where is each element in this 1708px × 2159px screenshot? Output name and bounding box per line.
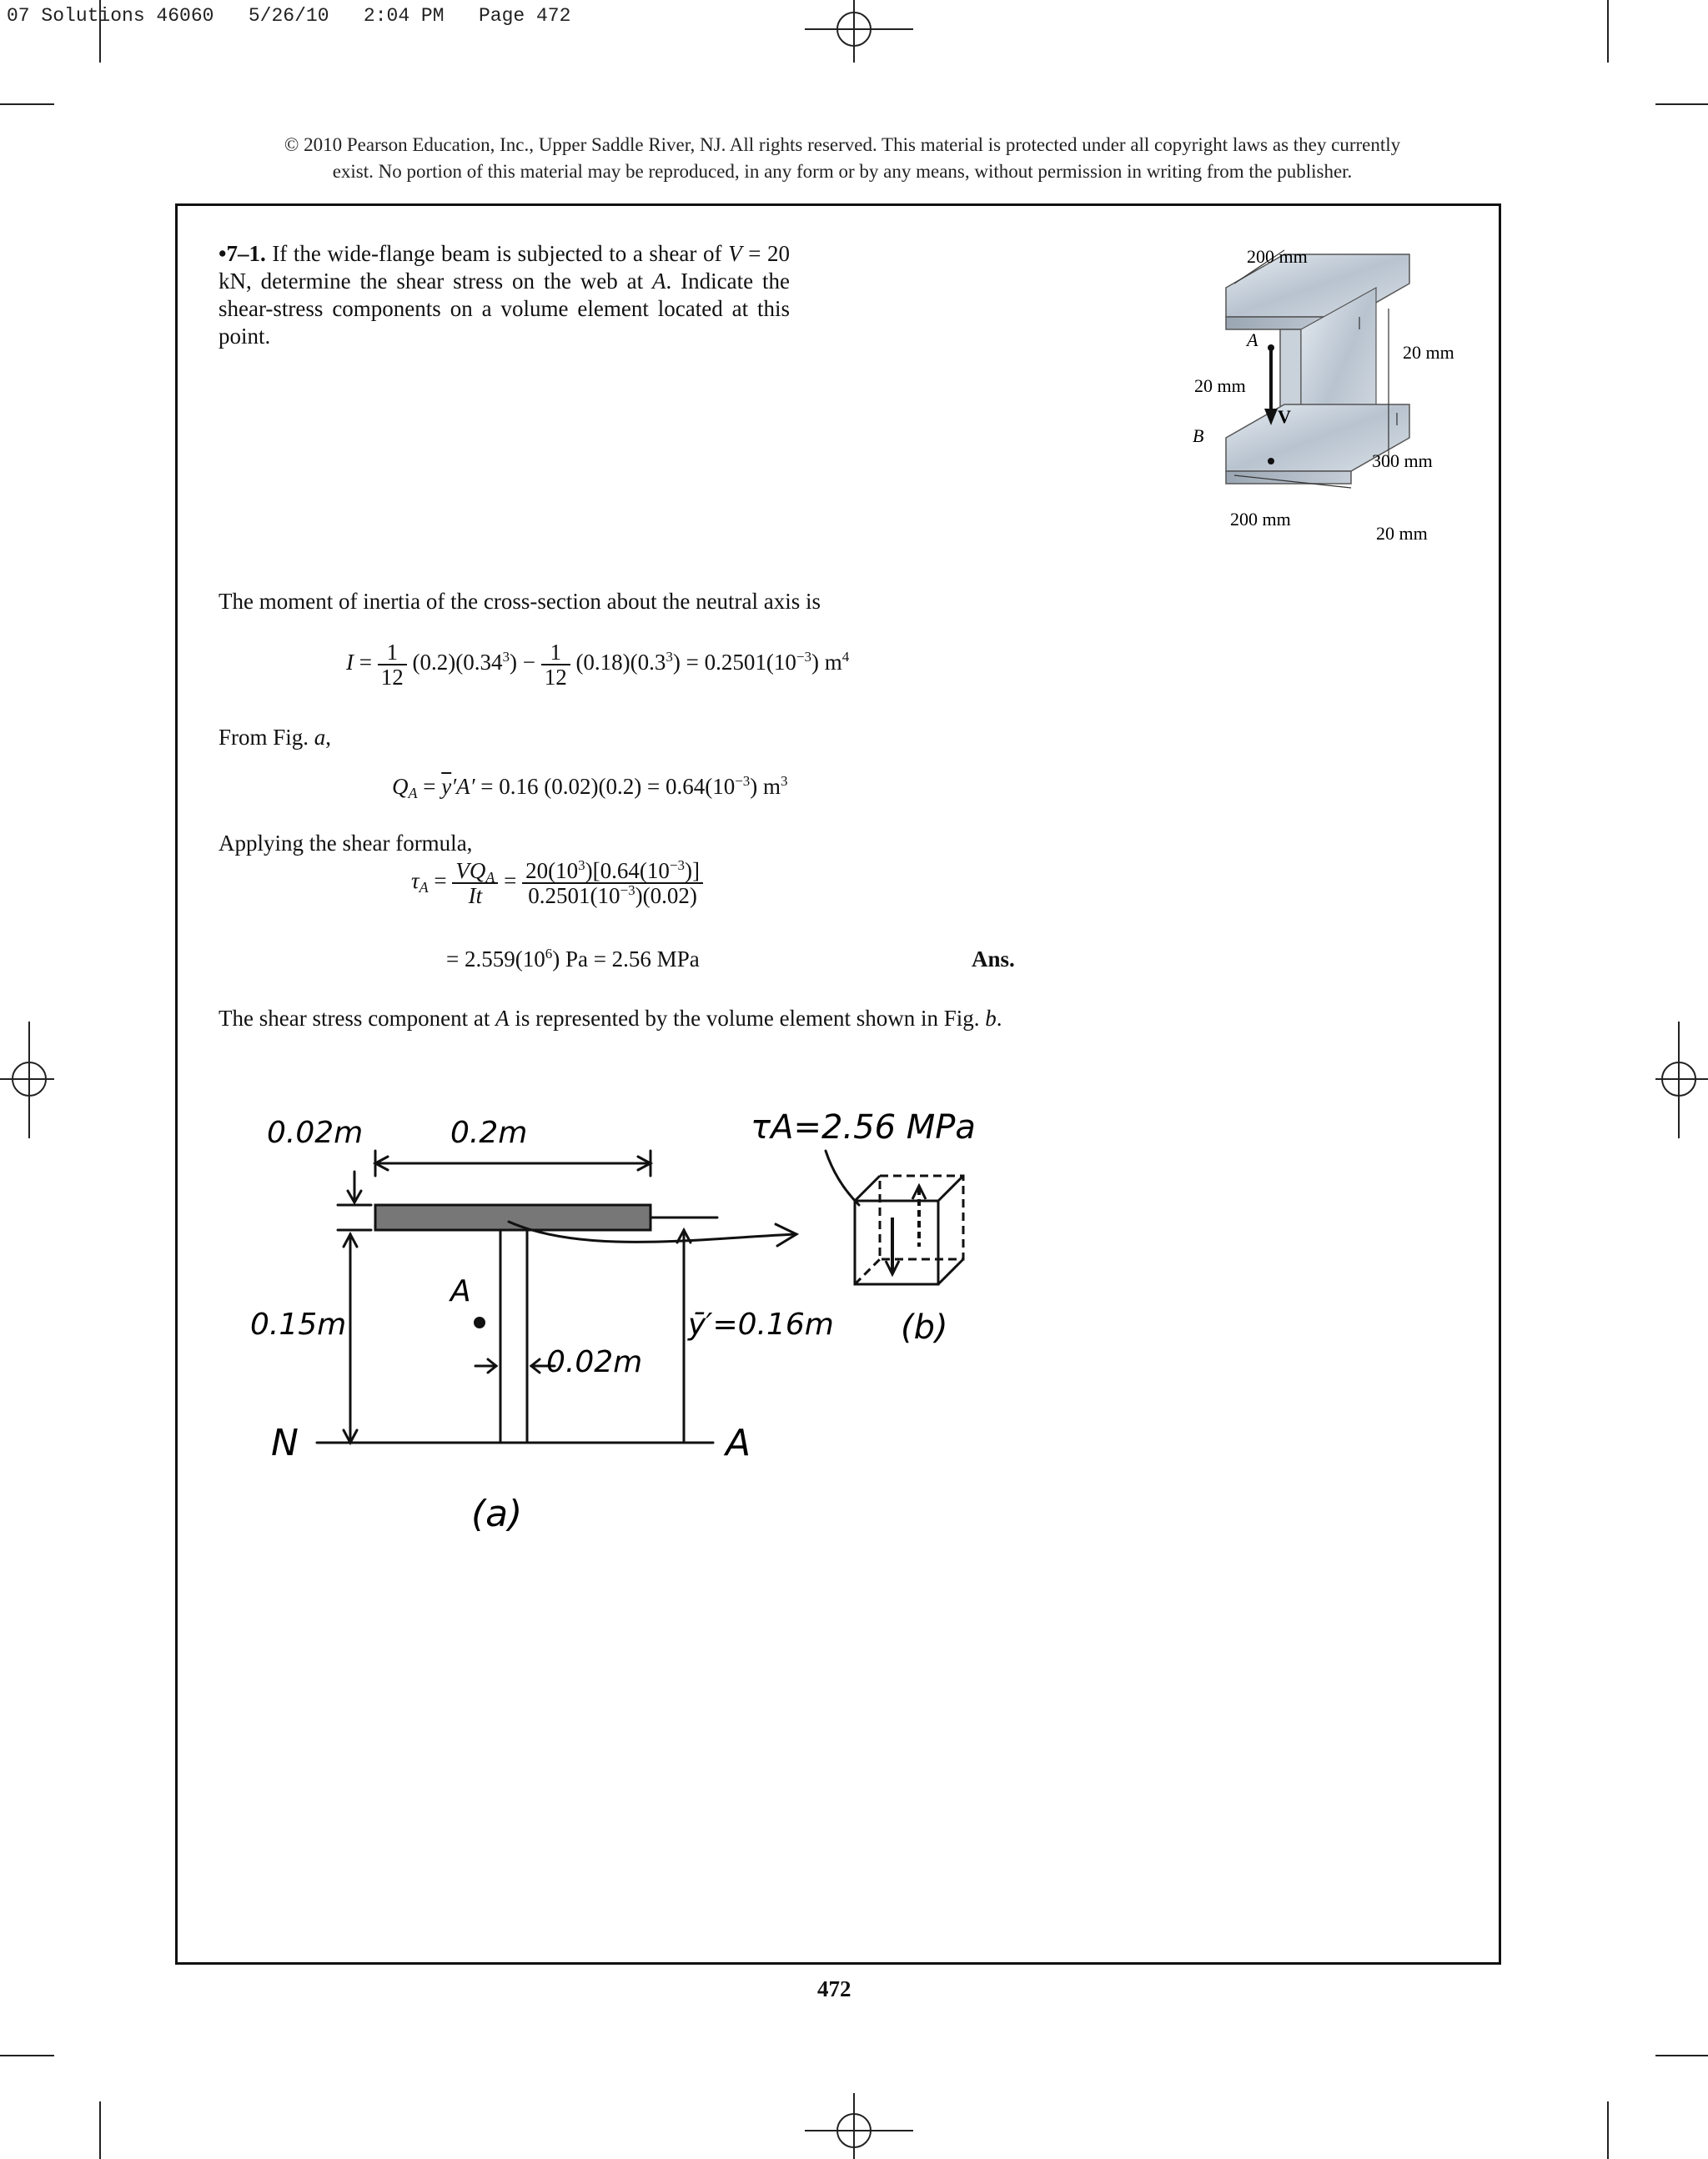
problem-v-symbol: V — [728, 241, 742, 266]
tau-num-c: )] — [684, 858, 700, 883]
result-b: ) Pa = 2.56 MPa — [552, 946, 700, 972]
volume-element — [855, 1176, 963, 1284]
closing-b: is represented by the volume element shown in Fig. — [509, 1006, 986, 1031]
fraction-1-12-a — [378, 640, 407, 689]
sketch-dim-web-t: 0.02m — [546, 1345, 643, 1379]
result-equation — [446, 946, 700, 972]
tau-frac-num-sub: A — [485, 869, 495, 886]
wide-flange-beam-figure — [1184, 238, 1484, 555]
i-unit-exp: 4 — [841, 649, 850, 665]
beam-label-b: B — [1193, 425, 1204, 446]
q-unit: ) m — [750, 774, 781, 799]
fraction-1-12-b — [541, 640, 570, 689]
problem-statement — [219, 240, 790, 350]
q-unit-exp: 3 — [781, 773, 788, 789]
i-term1-exp: 3 — [502, 649, 510, 665]
frac2-num: 1 — [541, 640, 570, 665]
sketch-flange — [375, 1205, 651, 1230]
slug-time: 2:04 PM — [363, 5, 445, 27]
numeric-fraction — [522, 859, 703, 907]
dim-web-thickness: 20 mm — [1194, 375, 1246, 396]
i-term1: (0.2)(0.34 — [406, 650, 503, 675]
frac1-den: 12 — [380, 665, 404, 690]
result-exp: 6 — [545, 946, 553, 962]
dim-bottom-flange-thickness: 20 mm — [1376, 523, 1428, 544]
i-term2-end: ) = 0.2501(10 — [672, 650, 796, 675]
q-area: A′ — [456, 774, 475, 799]
bottom-flange-edge — [1226, 471, 1351, 484]
q-exp: −3 — [735, 773, 751, 789]
tau-frac-num: VQ — [455, 858, 486, 883]
tau-num-exp2: −3 — [669, 857, 685, 873]
i-term1-end: ) − — [509, 650, 541, 675]
beam-label-a: A — [1247, 329, 1258, 350]
dim-top-flange-width: 200 mm — [1247, 246, 1308, 267]
i-symbol: I — [346, 650, 354, 675]
tau-den-a: 0.2501(10 — [528, 883, 620, 908]
from-fig-pre: From Fig. — [219, 725, 314, 750]
sketch-label-axis-a: A — [726, 1422, 751, 1464]
page-number: 472 — [817, 1976, 851, 2001]
sketch-caption-a: (a) — [471, 1493, 523, 1535]
frac2-den: 12 — [544, 665, 567, 690]
slug-file: 07 Solutions 46060 — [7, 5, 214, 27]
closing-a: The shear stress component at — [219, 1006, 496, 1031]
q-prime: ′ — [451, 774, 457, 799]
slug-date: 5/26/10 — [248, 5, 329, 27]
problem-text-a: If the wide-flange beam is subjected to a shear of — [272, 241, 722, 266]
closing-text — [219, 1005, 1017, 1032]
q-symbol: Q — [392, 774, 409, 799]
sketch-dim-flange-t: 0.02m — [267, 1116, 364, 1150]
result-a: = 2.559(10 — [446, 946, 545, 972]
tau-equals-2: = — [498, 868, 523, 894]
tau-equals: = — [428, 868, 453, 894]
beam-label-v: V — [1278, 406, 1291, 427]
i-equals: = — [354, 650, 378, 675]
closing-fig: b — [985, 1006, 997, 1031]
problem-text-c: . Indicate the shear-stress components on a volume element located at this point. — [219, 269, 790, 349]
from-fig-a — [219, 724, 331, 751]
solution-intro: The moment of inertia of the cross-section about the neutral axis is — [219, 589, 821, 614]
sketch-label-n: N — [271, 1422, 299, 1464]
tau-num-exp: 3 — [578, 857, 585, 873]
dim-flange-thickness: 20 mm — [1403, 342, 1454, 363]
tau-den-exp: −3 — [620, 882, 635, 898]
dim-bottom-flange-width: 200 mm — [1230, 509, 1291, 530]
i-unit: ) m — [811, 650, 842, 675]
applying-shear-formula: Applying the shear formula, — [219, 831, 473, 856]
moment-of-inertia-equation — [346, 640, 849, 689]
first-moment-equation — [392, 774, 788, 800]
problem-number: •7–1. — [219, 241, 266, 266]
problem-a-symbol: A — [652, 269, 666, 294]
sketch-figure — [234, 1076, 1034, 1551]
i-exp: −3 — [796, 649, 811, 665]
i-term2-exp: 3 — [666, 649, 673, 665]
copyright-line-1: © 2010 Pearson Education, Inc., Upper Saddle River, NJ. All rights reserved. This material is protected under all copyright laws as they currently — [284, 134, 1401, 155]
point-b-dot — [1268, 458, 1274, 464]
sketch-point-a — [474, 1317, 485, 1328]
tau-den-b: )(0.02) — [635, 883, 697, 908]
q-equals: = — [417, 774, 442, 799]
q-sub: A — [408, 785, 418, 801]
dim-depth: 300 mm — [1372, 450, 1433, 471]
sketch-caption-b: (b) — [901, 1308, 948, 1347]
problem-text-b: = 20 kN, determine the shear stress on the web at — [219, 241, 791, 294]
tau-num-b: )[0.64(10 — [585, 858, 670, 883]
shear-formula-equation — [411, 859, 703, 907]
sketch-dim-flange-w: 0.2m — [450, 1116, 528, 1150]
copyright-notice — [125, 132, 1560, 185]
sketch-label-a: A — [450, 1274, 471, 1308]
slug-page: Page 472 — [478, 5, 571, 27]
tau-symbol: τ — [411, 868, 419, 894]
tau-sub: A — [419, 879, 429, 896]
from-fig-post: , — [325, 725, 332, 750]
i-term2: (0.18)(0.3 — [570, 650, 666, 675]
sketch-ybar: ȳ′=0.16m — [688, 1308, 834, 1342]
copyright-line-2: exist. No portion of this material may be reproduced, in any form or by any means, without permission in writing from the publisher. — [332, 161, 1353, 182]
frac1-num: 1 — [378, 640, 407, 665]
q-ybar: $\overline{y}$ — [441, 774, 452, 799]
tau-frac-den: It — [468, 883, 483, 908]
sketch-dim-height: 0.15m — [250, 1308, 347, 1342]
sketch-tau-label: τA=2.56 MPa — [751, 1108, 976, 1147]
answer-label: Ans. — [972, 946, 1015, 972]
q-rhs: = 0.16 (0.02)(0.2) = 0.64(10 — [475, 774, 736, 799]
from-fig-letter: a — [314, 725, 326, 750]
tau-num-a: 20(10 — [525, 858, 579, 883]
closing-c: . — [996, 1006, 1002, 1031]
point-a-dot — [1268, 344, 1274, 351]
closing-sym: A — [495, 1006, 510, 1031]
vq-over-it — [452, 859, 498, 907]
